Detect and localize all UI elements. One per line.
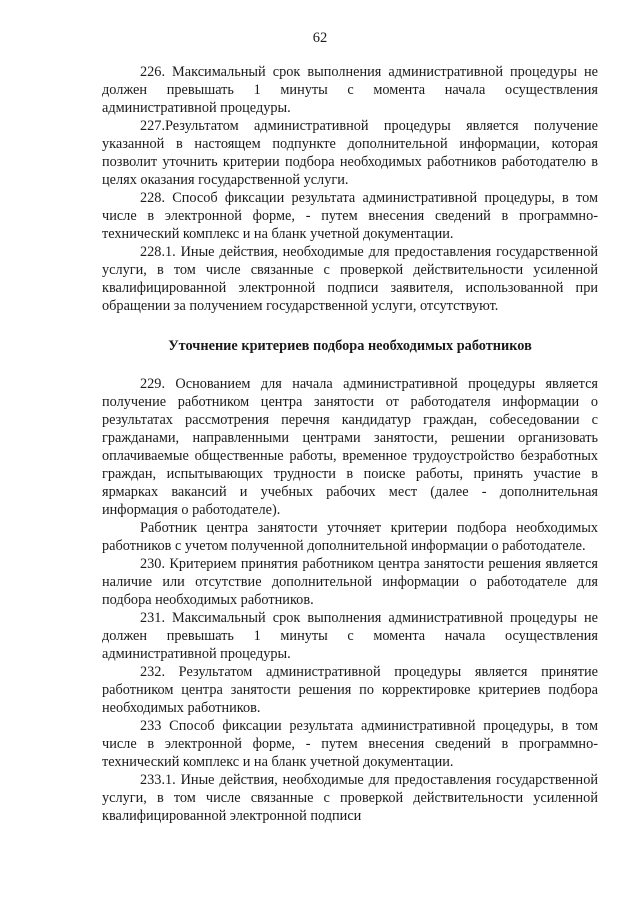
paragraph-228: 228. Способ фиксации результата административной процедуры, в том числе в электронной форме, - путем внесения сведений в программно-технический комплекс и на бланк учетной документации. [102, 190, 598, 242]
paragraph-230: 230. Критерием принятия работником центра занятости решения является наличие или отсутствие дополнительной информации о работодателе для подбора необходимых работников. [102, 556, 598, 608]
paragraph-229: 229. Основанием для начала административной процедуры является получение работником центра занятости от работодателя информации о результатах рассмотрения перечня кандидатур граждан, собеседовании с гражданами, направленными центрами занятости, решении организовать оплачиваемые общественные работы, временное трудоустройство безработных граждан, испытывающих трудности в поиске работы, принять участие в ярмарках вакансий и учебных рабочих мест (далее - дополнительная информация о работодателе). [102, 376, 598, 518]
document-body [102, 63, 598, 825]
paragraph-231: 231. Максимальный срок выполнения административной процедуры не должен превышать 1 минуты с момента начала осуществления административной процедуры. [102, 610, 598, 662]
paragraph-229-continued: Работник центра занятости уточняет критерии подбора необходимых работников с учетом полученной дополнительной информации о работодателе. [102, 520, 598, 554]
paragraph-233: 233 Способ фиксации результата административной процедуры, в том числе в электронной форме, - путем внесения сведений в программно-технический комплекс и на бланк учетной документации. [102, 718, 598, 770]
section-heading: Уточнение критериев подбора необходимых работников [168, 338, 532, 354]
paragraph-232: 232. Результатом административной процедуры является принятие работником центра занятости решения по корректировке критериев подбора необходимых работников. [102, 664, 598, 716]
page-number: 62 [312, 30, 328, 46]
paragraph-226: 226. Максимальный срок выполнения административной процедуры не должен превышать 1 минуты с момента начала осуществления административной процедуры. [102, 64, 598, 116]
paragraph-227: 227.Результатом административной процедуры является получение указанной в настоящем подпункте дополнительной информации, которая позволит уточнить критерии подбора необходимых работников работодателю в целях оказания государственной услуги. [102, 118, 598, 188]
paragraph-228-1: 228.1. Иные действия, необходимые для предоставления государственной услуги, в том числе связанные с проверкой действительности усиленной квалифицированной электронной подписи заявителя, использованной при обращении за получением государственной услуги, отсутствуют. [102, 244, 598, 314]
paragraph-233-1: 233.1. Иные действия, необходимые для предоставления государственной услуги, в том числе связанные с проверкой действительности усиленной квалифицированной электронной подписи [102, 772, 598, 824]
